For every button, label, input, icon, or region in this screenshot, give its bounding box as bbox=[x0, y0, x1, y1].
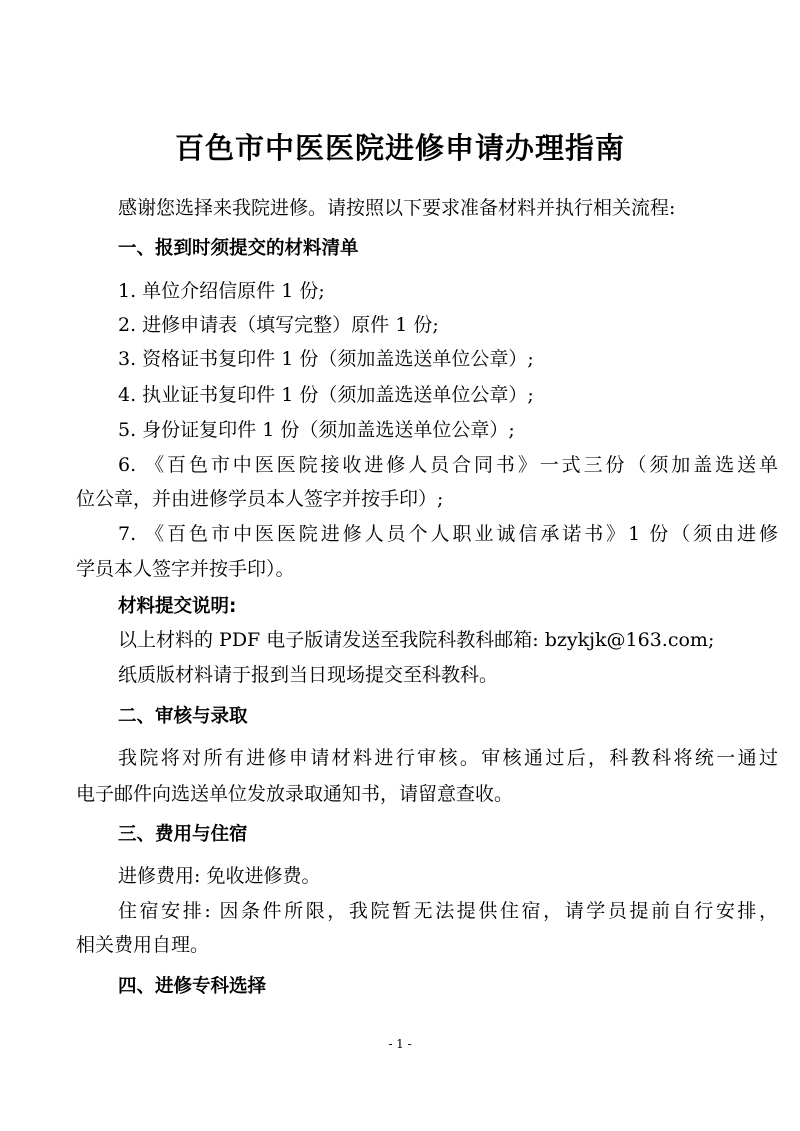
submission-note-heading: 材料提交说明: bbox=[118, 596, 237, 617]
section4-heading: 四、进修专科选择 bbox=[118, 976, 267, 997]
section3-heading: 三、费用与住宿 bbox=[118, 824, 248, 845]
submission-note-line2: 纸质版材料请于报到当日现场提交至科教科。 bbox=[118, 664, 499, 686]
submission-note-line1: 以上材料的 PDF 电子版请发送至我院科教科邮箱: bzykjk@163.com; bbox=[118, 629, 715, 651]
housing-line2: 相关费用自理。 bbox=[76, 934, 210, 956]
section2-line1: 我院将对所有进修申请材料进行审核。审核通过后，科教科将统一通过 bbox=[118, 747, 778, 769]
intro-paragraph: 感谢您选择来我院进修。请按照以下要求准备材料并执行相关流程: bbox=[118, 197, 676, 219]
page-number: - 1 - bbox=[388, 1037, 412, 1051]
section1-heading: 一、报到时须提交的材料清单 bbox=[118, 238, 359, 259]
section2-heading: 二、审核与录取 bbox=[118, 706, 248, 727]
list-item-6-line1: 6. 《百色市中医医院接收进修人员合同书》一式三份（须加盖选送单 bbox=[118, 454, 778, 476]
fee-line: 进修费用: 免收进修费。 bbox=[118, 865, 321, 887]
page-title: 百色市中医医院进修申请办理指南 bbox=[174, 131, 625, 165]
list-item-7-line2: 学员本人签字并按手印）。 bbox=[76, 558, 295, 580]
list-item-6-line2: 位公章，并由进修学员本人签字并按手印）; bbox=[76, 488, 444, 510]
housing-line1: 住宿安排: 因条件所限，我院暂无法提供住宿，请学员提前自行安排， bbox=[118, 900, 778, 922]
list-item: 5. 身份证复印件 1 份（须加盖选送单位公章）; bbox=[118, 419, 515, 441]
list-item: 4. 执业证书复印件 1 份（须加盖选送单位公章）; bbox=[118, 384, 534, 406]
list-item-7-line1: 7. 《百色市中医医院进修人员个人职业诚信承诺书》1 份（须由进修 bbox=[118, 523, 778, 545]
list-item: 2. 进修申请表（填写完整）原件 1 份; bbox=[118, 314, 439, 336]
list-item: 3. 资格证书复印件 1 份（须加盖选送单位公章）; bbox=[118, 348, 534, 370]
list-item: 1. 单位介绍信原件 1 份; bbox=[118, 280, 325, 302]
section2-line2: 电子邮件向选送单位发放录取通知书，请留意查收。 bbox=[76, 783, 514, 805]
